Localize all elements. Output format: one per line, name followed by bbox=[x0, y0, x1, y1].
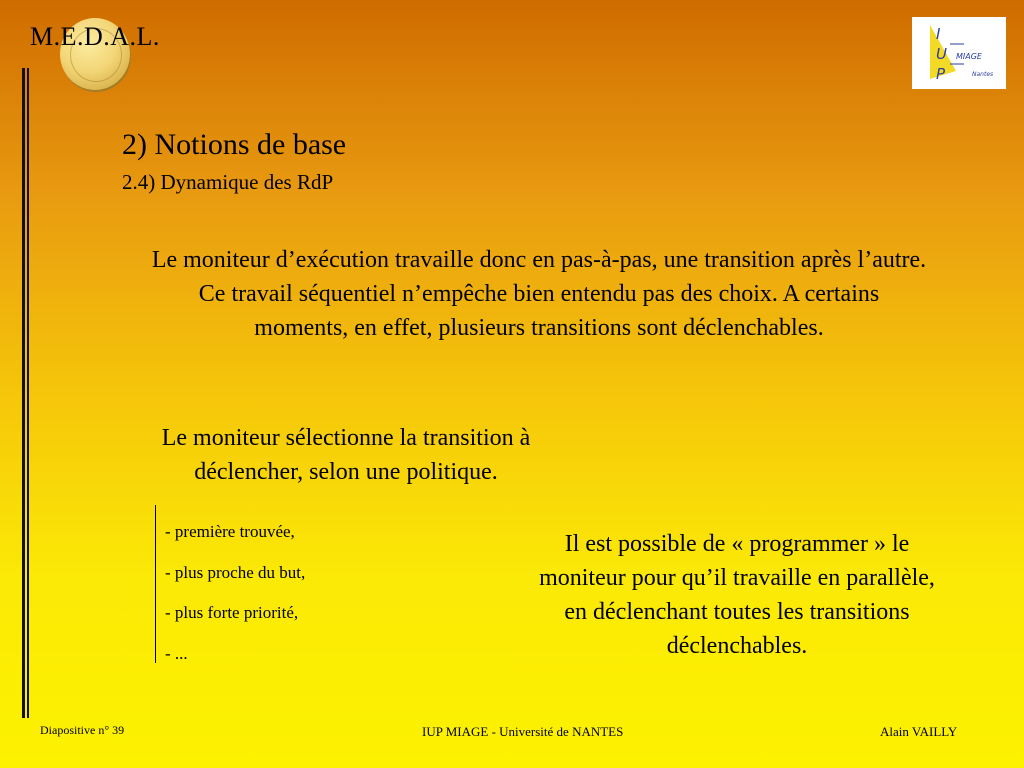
slide-title: 2) Notions de base bbox=[122, 128, 347, 161]
list-item: - plus proche du but, bbox=[165, 562, 306, 582]
logo-letter-i: I bbox=[936, 25, 941, 43]
list-item: - première trouvée, bbox=[165, 522, 295, 541]
left-decorative-bar-thin bbox=[27, 68, 29, 718]
list-item: - ... bbox=[165, 643, 188, 663]
logo-text-nantes: Nantes bbox=[972, 71, 994, 78]
logo-text-miage: MIAGE bbox=[956, 52, 982, 61]
policy-list bbox=[165, 522, 305, 684]
list-item: - plus forte priorité, bbox=[165, 603, 299, 622]
footer-author: Alain VAILLY bbox=[880, 724, 958, 739]
footer-institution: IUP MIAGE - Université de NANTES bbox=[422, 724, 624, 739]
left-decorative-bar bbox=[22, 68, 25, 718]
logo-letter-p: P bbox=[936, 65, 946, 83]
iup-miage-logo bbox=[912, 17, 1006, 89]
intro-paragraph: Le moniteur d’exécution travaille donc en pas-à-pas, une transition après l’autre. Ce travail séquentiel n’empêche bien entendu pas des choix. A certains moments, en effet, plusieurs transitions sont déclenchables. bbox=[151, 247, 927, 341]
parallel-paragraph: Il est possible de « programmer » le moniteur pour qu’il travaille en parallèle, en déclenchant toutes les transitions déclenchables. bbox=[539, 531, 935, 659]
policy-list-bracket bbox=[155, 505, 156, 663]
slide-number: Diapositive n° 39 bbox=[40, 723, 125, 737]
slide-subtitle: 2.4) Dynamique des RdP bbox=[122, 170, 334, 194]
brand-title: M.E.D.A.L. bbox=[30, 22, 160, 51]
selection-paragraph: Le moniteur sélectionne la transition à déclencher, selon une politique. bbox=[161, 425, 531, 485]
logo-letter-u: U bbox=[936, 45, 947, 63]
